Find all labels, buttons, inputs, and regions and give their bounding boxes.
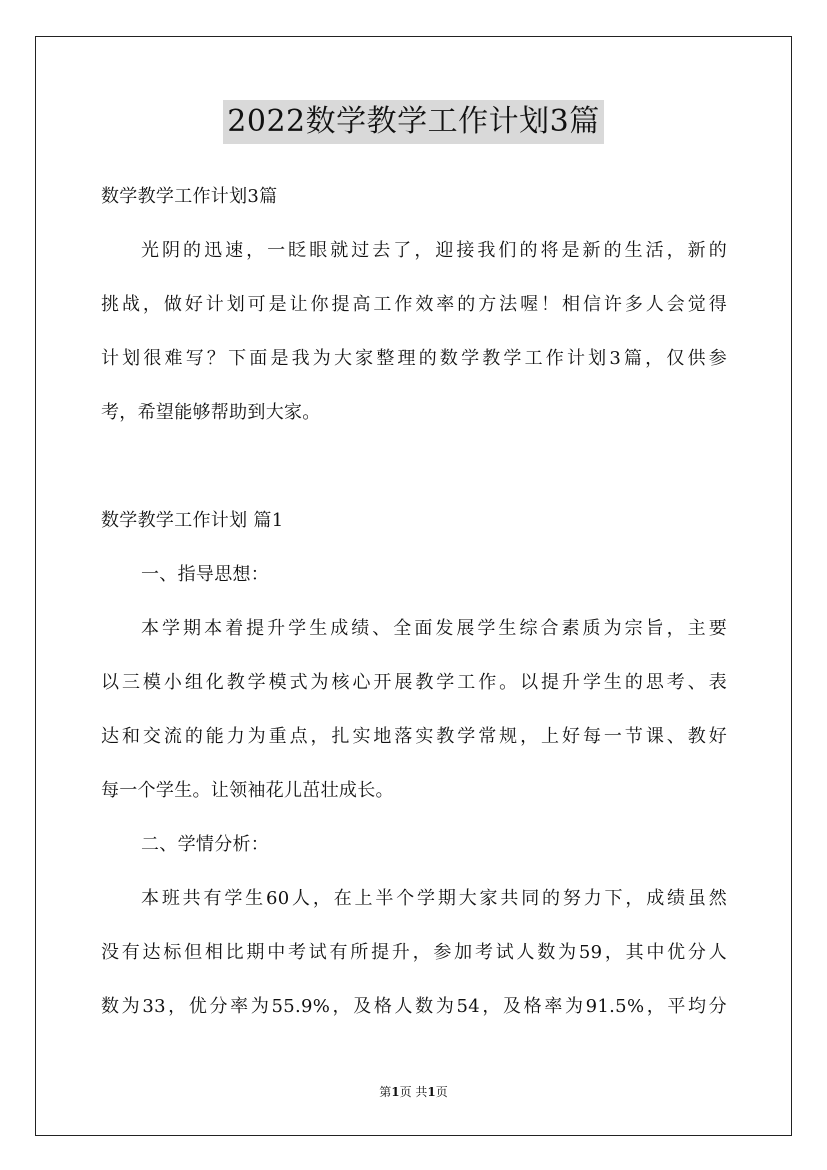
paragraph-line: 每一个学生。让领袖花儿茁壮成长。 [101, 780, 394, 801]
paragraph-line: 达和交流的能力为重点，扎实地落实教学常规，上好每一节课、教好 [101, 726, 727, 747]
paragraph-line: 本学期本着提升学生成绩、全面发展学生综合素质为宗旨，主要 [141, 618, 727, 639]
paragraph-line: 以三模小组化教学模式为核心开展教学工作。以提升学生的思考、表 [101, 672, 727, 693]
heading-guiding-ideology: 一、指导思想： [141, 564, 270, 585]
section-title: 数学教学工作计划 篇1 [101, 510, 284, 531]
page-suffix: 页 [435, 1085, 448, 1099]
document-title: 2022数学教学工作计划3篇 [223, 100, 603, 144]
page-mid: 页 共 [399, 1085, 428, 1099]
page-prefix: 第 [379, 1085, 392, 1099]
page-total: 1 [427, 1085, 436, 1099]
document-body [101, 170, 727, 1034]
paragraph-spacer [101, 440, 727, 494]
subtitle: 数学教学工作计划3篇 [101, 186, 278, 207]
paragraph-line: 数为33，优分率为55.9%，及格人数为54，及格率为91.5%，平均分 [101, 996, 727, 1017]
intro-line: 计划很难写？下面是我为大家整理的数学教学工作计划3篇，仅供参 [101, 348, 727, 369]
heading-student-analysis: 二、学情分析： [141, 834, 270, 855]
intro-line: 挑战，做好计划可是让你提高工作效率的方法喔！相信许多人会觉得 [101, 294, 727, 315]
paragraph-line: 没有达标但相比期中考试有所提升，参加考试人数为59，其中优分人 [101, 942, 727, 963]
page-current: 1 [391, 1085, 400, 1099]
page-footer [0, 1083, 827, 1100]
paragraph-line: 本班共有学生60人，在上半个学期大家共同的努力下，成绩虽然 [141, 888, 727, 909]
title-container [0, 100, 827, 144]
intro-line: 光阴的迅速，一眨眼就过去了，迎接我们的将是新的生活，新的 [141, 240, 727, 261]
intro-line: 考，希望能够帮助到大家。 [101, 402, 321, 423]
